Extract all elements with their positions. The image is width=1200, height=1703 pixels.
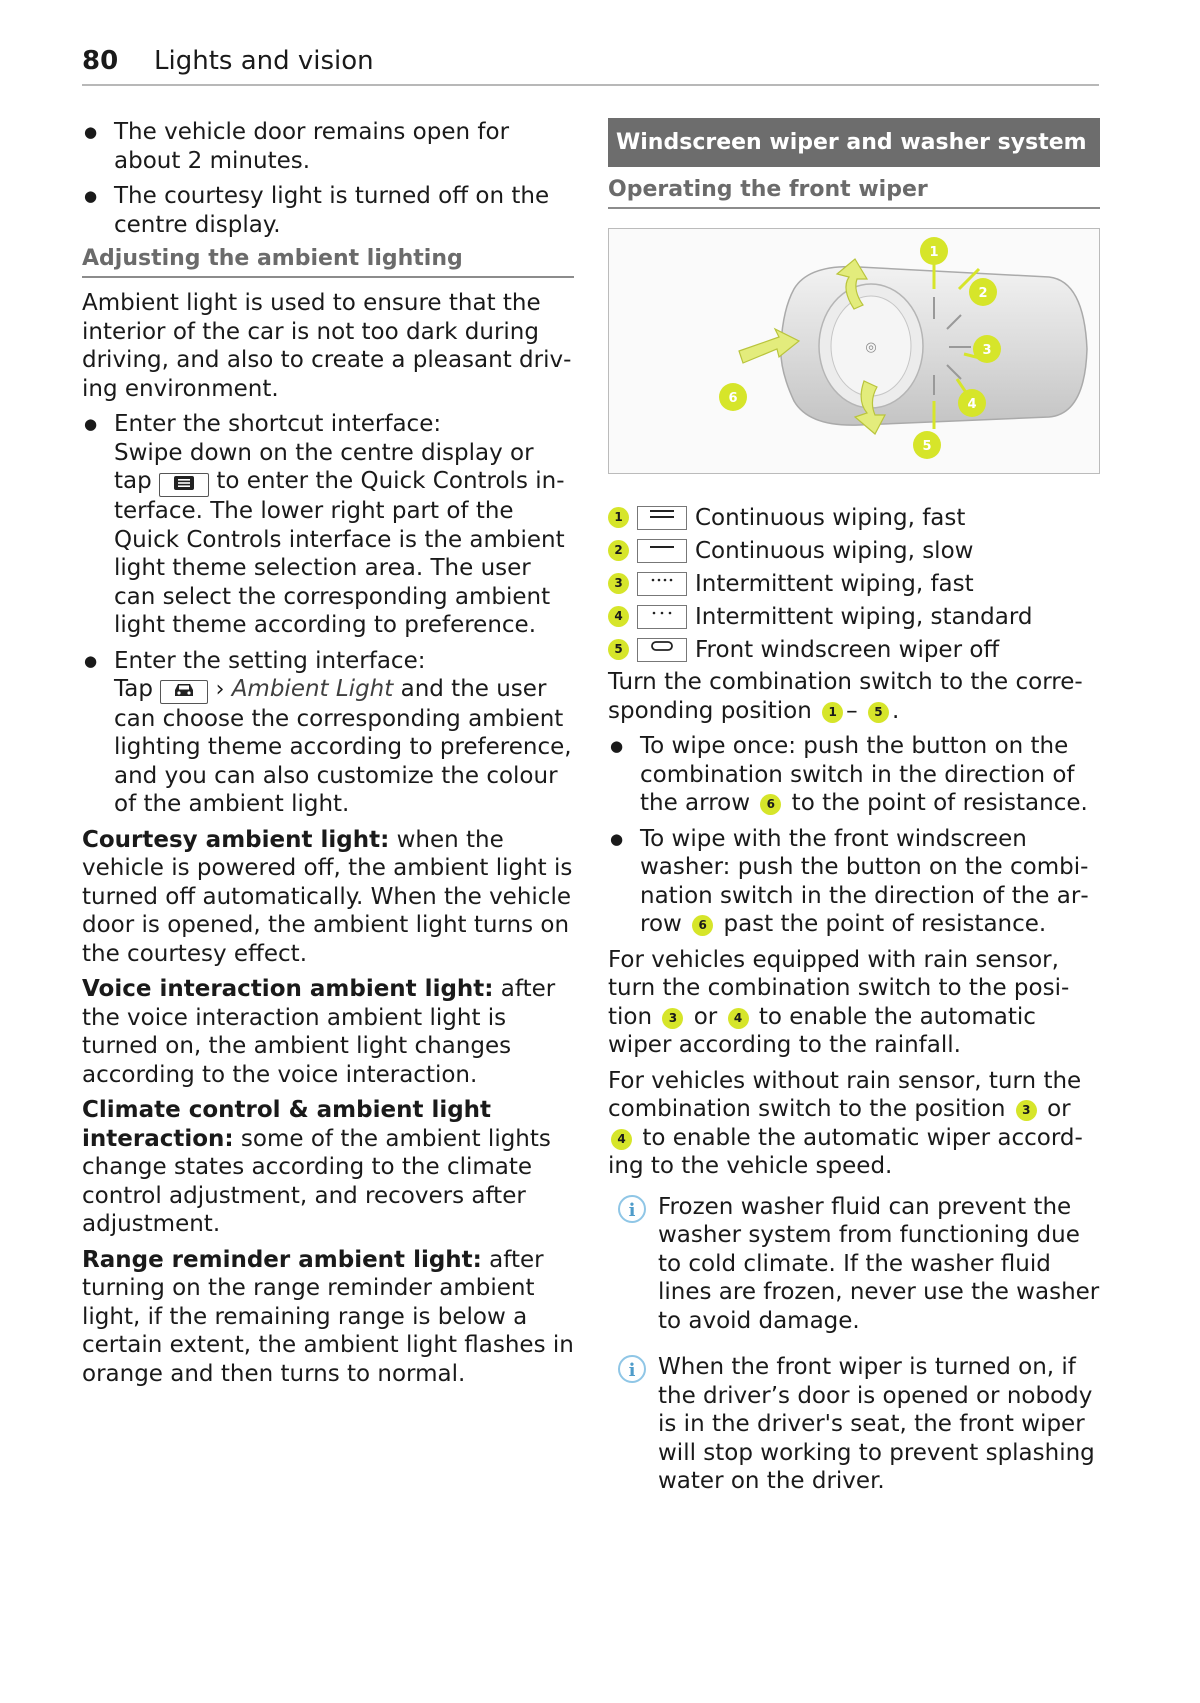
para-label: Voice interaction ambient light: [82, 976, 494, 1002]
wipe-once-text: To wipe once: push the button on the combination switch in the direction of the arrow [640, 733, 1075, 816]
courtesy-ambient-light [82, 826, 574, 969]
arrow-badge: 6 [692, 915, 713, 936]
shortcut-line: Swipe down on the centre display or [114, 439, 534, 466]
left-column [82, 118, 574, 1395]
or-text: or [693, 1003, 718, 1030]
wipe-washer-text: To wipe with the front windscreen washer: push the button on the combination switch in the direction of the arrow [640, 825, 1089, 937]
figure-badge: 6 [728, 391, 738, 406]
quick-controls-key-icon [159, 473, 209, 497]
intermittent-standard-icon [637, 605, 687, 629]
wipe-washer-end: past the point of resistance. [723, 911, 1047, 937]
info-icon: i [618, 1195, 646, 1223]
para-text: after the voice interaction ambient light is turned on, the ambient light changes according to the voice interaction. [82, 976, 556, 1088]
legend-badge: 5 [608, 639, 629, 660]
shortcut-instruction [82, 410, 574, 640]
position-badge: 1 [822, 702, 843, 723]
legend-row [608, 534, 1100, 567]
setting-detail [114, 675, 574, 819]
ambient-lighting-heading: Adjusting the ambient lighting [82, 246, 574, 278]
info-note [608, 1193, 1100, 1336]
no-rain-text-end: to enable the automatic wiper according to the vehicle speed. [608, 1124, 1083, 1179]
info-icon: i [618, 1355, 646, 1383]
legend-label: Intermittent wiping, fast [695, 570, 974, 597]
setting-text: and the user can choose the corresponding ambient lighting theme according to preference, and you can also customize the colour of the ambient light. [114, 676, 572, 817]
setting-title: ● Enter the setting interface: [114, 647, 426, 674]
shortcut-text: to enter the Quick Controls interface. The lower right part of the Quick Controls interface is the ambient light theme selection area. The user can select the corresponding ambient light theme according to preference. [114, 468, 565, 638]
shortcut-detail [114, 467, 574, 640]
position-badge: 4 [611, 1129, 632, 1150]
turn-text: Turn the combination switch to the corresponding position [608, 669, 1083, 724]
right-column [608, 118, 1100, 1496]
position-badge: 3 [1016, 1100, 1037, 1121]
continuous-fast-icon [637, 506, 687, 530]
continuous-slow-icon [637, 539, 687, 563]
setting-instruction [82, 647, 574, 819]
tap-label: Tap [114, 676, 153, 702]
or-text: or [1047, 1096, 1071, 1122]
list-item: ● The courtesy light is turned off on the centre display. [82, 182, 574, 239]
wipe-washer-instruction [608, 825, 1100, 939]
climate-ambient-light [82, 1096, 574, 1239]
legend-label: Continuous wiping, fast [695, 504, 966, 531]
rain-text-end: to enable the automatic wiper according to the rainfall. [608, 1003, 1036, 1058]
legend-badge: 3 [608, 573, 629, 594]
legend-label: Continuous wiping, slow [695, 537, 974, 564]
wiper-switch-illustration [609, 229, 1099, 473]
figure-badge: 2 [978, 286, 988, 301]
figure-badge: 1 [929, 245, 939, 260]
intermittent-fast-icon [637, 572, 687, 596]
page-header [82, 40, 1099, 86]
page-number: 80 [82, 46, 119, 76]
no-rain-text: For vehicles without rain sensor, turn the combination switch to the position [608, 1067, 1082, 1122]
section-title: Windscreen wiper and washer system [608, 118, 1100, 167]
info-note-text: When the front wiper is turned on, if the driver’s door is opened or nobody is in the driver's seat, the front wiper will stop working to prevent splashing water on the driver. [658, 1354, 1095, 1494]
para-text: when the vehicle is powered off, the ambient light is turned off automatically. When the vehicle door is opened, the ambient light turns on the courtesy effect. [82, 826, 573, 967]
tap-label: tap [114, 468, 152, 494]
legend-row [608, 600, 1100, 633]
position-badge: 3 [662, 1008, 683, 1029]
figure-badge: 3 [982, 343, 992, 358]
vehicle-settings-key-icon [160, 680, 208, 704]
legend-label: Intermittent wiping, standard [695, 603, 1033, 630]
legend-row [608, 633, 1100, 666]
figure-badge: 4 [967, 397, 977, 412]
para-label: Range reminder ambient light: [82, 1246, 482, 1273]
wipe-once-instruction [608, 732, 1100, 818]
legend-label: Front windscreen wiper off [695, 636, 1000, 663]
chevron-right-icon: › [215, 677, 225, 702]
wipe-once-end: to the point of resistance. [791, 790, 1088, 816]
info-note-text: Frozen washer fluid can prevent the washer system from functioning due to cold climate. If the washer fluid lines are frozen, never use the washer to avoid damage. [658, 1193, 1100, 1334]
dash: – [846, 697, 858, 724]
range-ambient-light [82, 1246, 574, 1389]
turn-switch-text [608, 668, 1100, 725]
period: . [891, 697, 900, 724]
legend-row [608, 567, 1100, 600]
figure-badge: 5 [922, 439, 932, 454]
svg-text:◎: ◎ [865, 340, 877, 355]
wiper-off-icon [637, 638, 687, 662]
para-label: Courtesy ambient light: [82, 826, 390, 853]
front-wiper-heading: Operating the front wiper [608, 177, 1100, 209]
legend-badge: 2 [608, 540, 629, 561]
no-rain-sensor-text [608, 1067, 1100, 1181]
arrow-badge: 6 [760, 794, 781, 815]
voice-ambient-light [82, 975, 574, 1089]
shortcut-title: ● Enter the shortcut interface: [114, 411, 442, 437]
legend-badge: 4 [608, 606, 629, 627]
rain-text: For vehicles equipped with rain sensor, turn the combination switch to the position [608, 946, 1070, 1030]
position-badge: 4 [728, 1008, 749, 1029]
info-note [608, 1353, 1100, 1496]
para-text: some of the ambient lights change states according to the climate control adjustment, and recovers after adjustment. [82, 1125, 551, 1237]
para-label: Climate control & ambient light interaction: [82, 1097, 492, 1152]
legend-badge: 1 [608, 507, 629, 528]
position-badge: 5 [868, 702, 889, 723]
chapter-title: Lights and vision [154, 46, 374, 76]
ambient-intro: Ambient light is used to ensure that the interior of the car is not too dark during driving, and also to create a pleasant driving environment. [82, 290, 572, 402]
wiper-switch-figure [608, 228, 1100, 474]
para-text: after turning on the range reminder ambient light, if the remaining range is below a certain extent, the ambient light flashes in orange and then turns to normal. [82, 1246, 574, 1387]
legend-row [608, 501, 1100, 534]
ambient-light-menu-item: Ambient Light [231, 676, 394, 702]
list-item: ● The vehicle door remains open for about 2 minutes. [82, 118, 574, 175]
rain-sensor-text [608, 946, 1100, 1060]
